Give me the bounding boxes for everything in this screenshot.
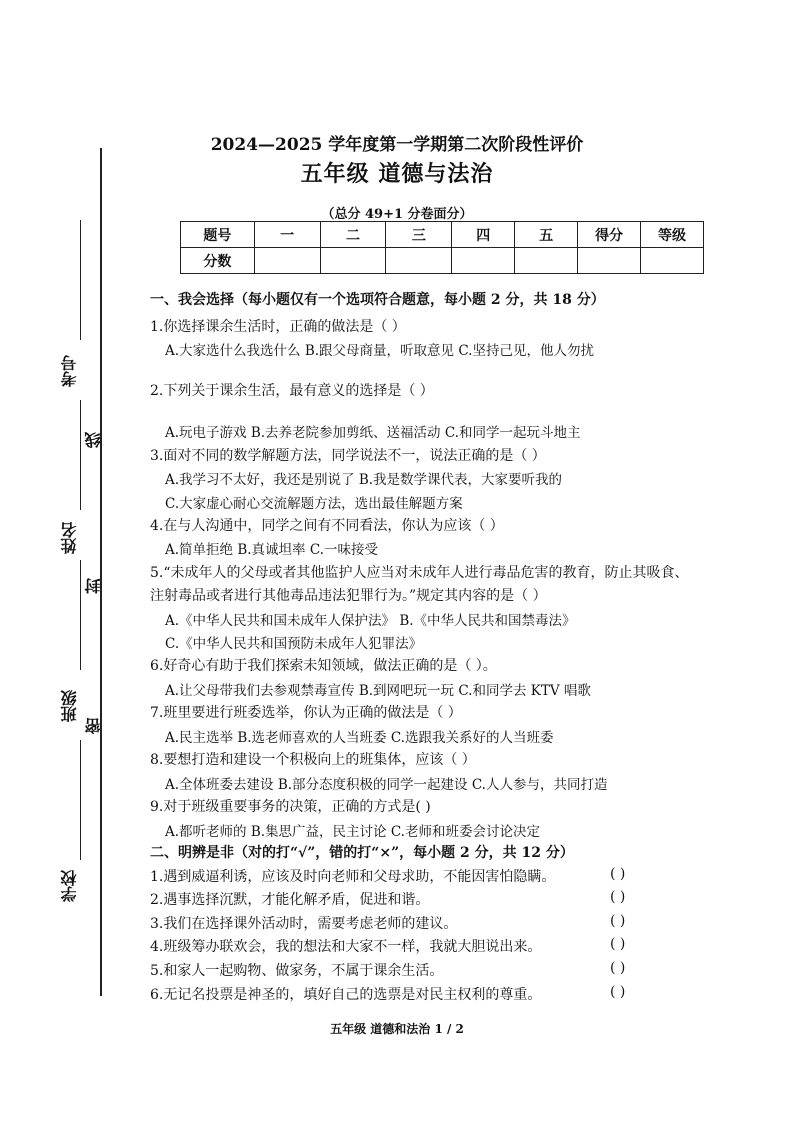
q5-stem-1: 5.“未成年人的父母或者其他监护人应当对未成年人进行毒品危害的教育，防止其吸食、	[150, 565, 689, 581]
tf-answer-1[interactable]: ( )	[610, 866, 626, 882]
score-header-cell: 五	[515, 222, 578, 248]
tf-answer-6[interactable]: ( )	[610, 984, 626, 1000]
tf-item-4: 4.班级筹办联欢会，我的想法和大家不一样，我就大胆说出来。	[150, 939, 542, 955]
tf-item-6: 6.无记名投票是神圣的，填好自己的选票是对民主权利的尊重。	[150, 987, 542, 1003]
banji-underline	[80, 560, 81, 670]
q5-options-1: A.《中华人民共和国未成年人保护法》 B.《中华人民共和国禁毒法》	[165, 613, 576, 629]
score-header-cell: 等级	[641, 222, 704, 248]
score-cell[interactable]	[254, 248, 320, 274]
label-xingming: 姓名	[60, 522, 79, 554]
tf-answer-3[interactable]: ( )	[610, 913, 626, 929]
q6-stem: 6.好奇心有助于我们探索未知领域，做法正确的是（ ）。	[150, 658, 497, 674]
score-cell[interactable]	[641, 248, 704, 274]
q9-options: A.都听老师的 B.集思广益，民主讨论 C.老师和班委会讨论决定	[165, 824, 540, 840]
score-cell[interactable]	[320, 248, 386, 274]
q3-options-2: C.大家虚心耐心交流解题方法，选出最佳解题方案	[165, 496, 463, 512]
q6-options: A.让父母带我们去参观禁毒宣传 B.到网吧玩一玩 C.和同学去 KTV 唱歌	[165, 683, 591, 699]
score-header-cell: 二	[320, 222, 386, 248]
q3-stem: 3.面对不同的数学解题方法，同学说法不一，说法正确的是（ ）	[150, 448, 546, 464]
tf-answer-5[interactable]: ( )	[610, 960, 626, 976]
binding-line	[100, 148, 102, 996]
score-cell[interactable]	[515, 248, 578, 274]
xuexiao-underline	[80, 740, 81, 860]
exam-subject: 五年级 道德与法治	[300, 161, 494, 187]
score-cell[interactable]	[578, 248, 641, 274]
label-kaohao: 考号	[60, 355, 79, 387]
score-table-value-row	[181, 248, 704, 274]
score-cell[interactable]	[386, 248, 452, 274]
kaohao-underline	[80, 220, 81, 340]
xingming-underline	[80, 400, 81, 510]
section2-title: 二、明辨是非（对的打“√”，错的打“×”，每小题 2 分，共 12 分）	[150, 845, 574, 861]
q1-options: A.大家选什么我选什么 B.跟父母商量，听取意见 C.坚持己见，他人勿扰	[165, 343, 594, 359]
score-row-label: 分数	[181, 248, 255, 274]
page-footer: 五年级 道德和法治 1 / 2	[330, 1022, 464, 1036]
score-cell[interactable]	[452, 248, 515, 274]
section1-title: 一、我会选择（每小题仅有一个选项符合题意，每小题 2 分，共 18 分）	[150, 292, 605, 308]
score-table	[180, 221, 704, 274]
q1-stem: 1.你选择课余生活时，正确的做法是（ ）	[150, 319, 406, 335]
score-header-cell: 四	[452, 222, 515, 248]
q2-options: A.玩电子游戏 B.去养老院参加剪纸、送福活动 C.和同学一起玩斗地主	[165, 425, 581, 441]
score-header-cell: 一	[254, 222, 320, 248]
q7-stem: 7.班里要进行班委选举，你认为正确的做法是（ ）	[150, 705, 462, 721]
exam-title: 2024—2025 学年度第一学期第二次阶段性评价	[210, 135, 584, 155]
q3-options-1: A.我学习不太好，我还是别说了 B.我是数学课代表，大家要听我的	[165, 472, 563, 488]
q8-options: A.全体班委去建设 B.部分态度积极的同学一起建设 C.人人参与，共同打造	[165, 777, 608, 793]
score-header-cell: 得分	[578, 222, 641, 248]
tf-answer-2[interactable]: ( )	[610, 889, 626, 905]
q5-stem-2: 注射毒品或者进行其他毒品违法犯罪行为。”规定其内容的是（ ）	[150, 588, 547, 604]
mark-feng: 封	[84, 578, 103, 594]
exam-total: （总分 49+1 分卷面分）	[321, 207, 473, 222]
q8-stem: 8.要想打造和建设一个积极向上的班集体，应该（ ）	[150, 752, 476, 768]
score-table-header-row	[181, 222, 704, 248]
q9-stem: 9.对于班级重要事务的决策，正确的方式是( )	[150, 799, 431, 815]
tf-item-5: 5.和家人一起购物、做家务，不属于课余生活。	[150, 963, 444, 979]
q5-options-2: C.《中华人民共和国预防未成年人犯罪法》	[165, 636, 423, 652]
tf-item-1: 1.遇到威逼利诱，应该及时向老师和父母求助，不能因害怕隐瞒。	[150, 869, 556, 885]
score-header-cell: 三	[386, 222, 452, 248]
score-header-cell: 题号	[181, 222, 255, 248]
label-xuexiao: 学校	[60, 870, 79, 902]
mark-xian: 线	[84, 432, 103, 448]
q2-stem: 2.下列关于课余生活，最有意义的选择是（ ）	[150, 383, 434, 399]
mark-mi: 密	[84, 718, 103, 734]
tf-answer-4[interactable]: ( )	[610, 936, 626, 952]
q4-options: A.简单拒绝 B.真诚坦率 C.一味接受	[165, 542, 378, 558]
label-banji: 班级	[60, 690, 79, 722]
tf-item-3: 3.我们在选择课外活动时，需要考虑老师的建议。	[150, 916, 458, 932]
tf-item-2: 2.遇事选择沉默，才能化解矛盾，促进和谐。	[150, 892, 430, 908]
q4-stem: 4.在与人沟通中，同学之间有不同看法，你认为应该（ ）	[150, 518, 504, 534]
q7-options: A.民主选举 B.选老师喜欢的人当班委 C.选跟我关系好的人当班委	[165, 730, 554, 746]
